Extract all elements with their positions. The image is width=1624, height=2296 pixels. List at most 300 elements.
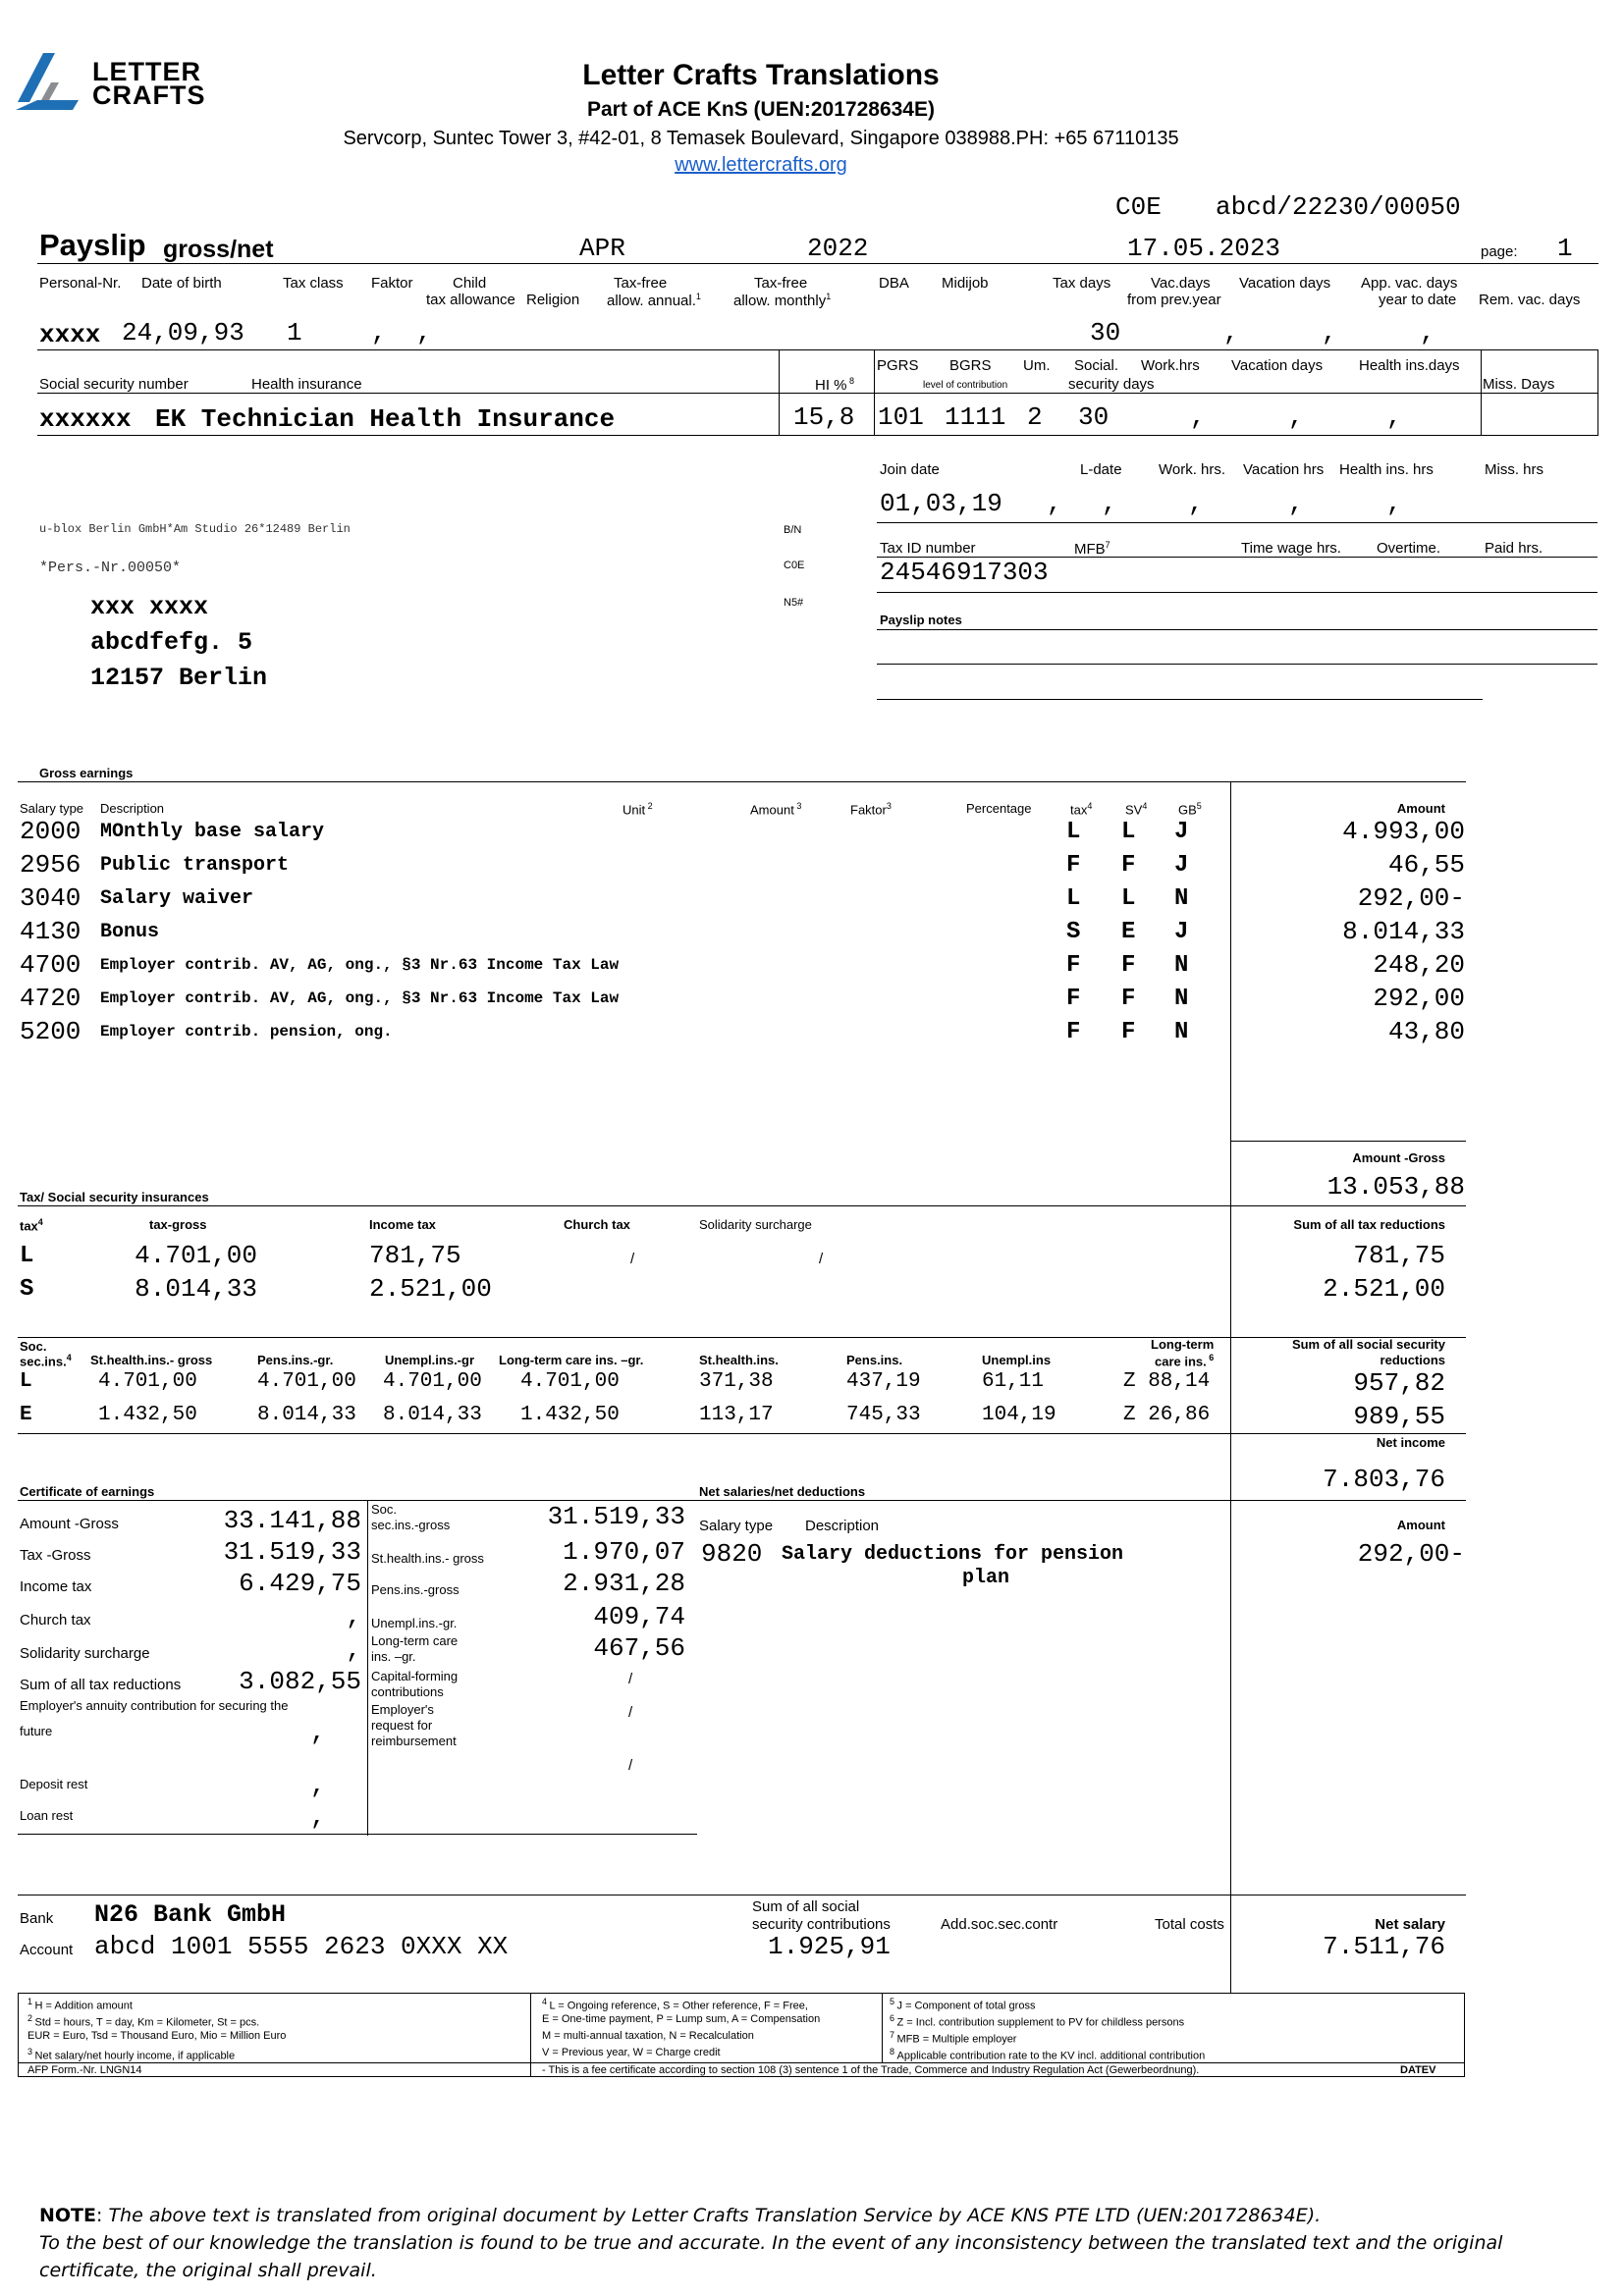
soc-row-code: L bbox=[20, 1370, 32, 1393]
header-description: Description bbox=[100, 801, 165, 816]
soc-row-health: 1.432,50 bbox=[98, 1404, 197, 1426]
net-code: 9820 bbox=[701, 1539, 763, 1569]
footnote-text: H = Addition amount bbox=[34, 2000, 133, 2012]
header-unit: Unit $^2$ bbox=[623, 801, 653, 818]
page-label: page: bbox=[1481, 243, 1518, 260]
datev-label: DATEV bbox=[1400, 2064, 1436, 2076]
annuity-label: Employer's annuity contribution for securing the bbox=[20, 1698, 289, 1713]
certificate-mid-value: 409,74 bbox=[593, 1602, 685, 1631]
header-amount: Amount $^3$ bbox=[750, 801, 802, 818]
employer-label3: reimbursement bbox=[371, 1734, 457, 1748]
label-miss-days: Miss. Days bbox=[1483, 376, 1555, 393]
gross-row-code: 4130 bbox=[20, 917, 81, 946]
deposit-value: , bbox=[310, 1771, 326, 1800]
soc-row-pensins: 437,19 bbox=[846, 1370, 921, 1393]
notes-line3 bbox=[877, 664, 1597, 665]
footnote-line bbox=[27, 2013, 259, 2029]
soc-row-ltc-ins: Z 26,86 bbox=[1123, 1404, 1211, 1426]
header-faktor: Faktor$^3$ bbox=[850, 801, 892, 818]
ref-number: abcd/22230/00050 bbox=[1216, 192, 1461, 222]
gross-row-code: 2956 bbox=[20, 850, 81, 880]
gross-row-gb: N bbox=[1174, 986, 1189, 1012]
note-label: NOTE bbox=[39, 2205, 96, 2226]
gross-row-code: 4700 bbox=[20, 950, 81, 980]
gross-row-sv: F bbox=[1121, 952, 1136, 979]
net-salary-value: 7.511,76 bbox=[1323, 1932, 1445, 1961]
gross-row-description: Salary waiver bbox=[100, 887, 254, 910]
company-address: Servcorp, Suntec Tower 3, #42-01, 8 Temasek Boulevard, Singapore 038988.PH: +65 67110135 bbox=[343, 128, 1179, 149]
capital-label: Capital-forming bbox=[371, 1669, 459, 1683]
account-number: abcd 1001 5555 2623 0XXX XX bbox=[94, 1932, 509, 1961]
gross-row-tax: F bbox=[1066, 852, 1081, 879]
website-link[interactable]: www.lettercrafts.org bbox=[675, 154, 847, 176]
footnote-line bbox=[27, 2030, 286, 2042]
footnote-line bbox=[890, 2030, 1016, 2046]
footnote-line bbox=[890, 1997, 1035, 2012]
soc-row-unins: 61,11 bbox=[982, 1370, 1045, 1393]
footnote-line bbox=[542, 2013, 820, 2025]
header-sv: $SV^4$ bbox=[1125, 801, 1148, 818]
soc-header-sum1: Sum of all social security bbox=[1291, 1337, 1445, 1352]
value-child: , bbox=[416, 318, 432, 347]
value-app-vac: , bbox=[1420, 318, 1435, 347]
gross-row-gb: J bbox=[1174, 852, 1189, 879]
label-vac-days: Vac.days bbox=[1151, 275, 1211, 292]
gross-row-gb: J bbox=[1174, 919, 1189, 945]
translation-note-line1: NOTE: The above text is translated from original document by Letter Crafts Translation Service by ACE KNS PTE LTD (UEN:201728634E). bbox=[39, 2205, 1322, 2226]
amount-column-divider bbox=[1230, 781, 1231, 1993]
footnote-line bbox=[890, 2013, 1184, 2029]
employer-value: / bbox=[628, 1704, 633, 1721]
tax-header-gross: tax-gross bbox=[149, 1217, 207, 1232]
form-number: AFP Form.-Nr. LNGN14 bbox=[27, 2064, 142, 2076]
deposit-label: Deposit rest bbox=[20, 1777, 88, 1791]
footnote-text: MFB = Multiple employer bbox=[896, 2033, 1017, 2046]
footnote-text: Net salary/net hourly income, if applicable bbox=[34, 2050, 236, 2062]
gross-row-amount: 46,55 bbox=[1387, 850, 1465, 880]
soc-header-soc1: Soc. bbox=[20, 1339, 47, 1354]
soc-row-health: 4.701,00 bbox=[98, 1370, 197, 1393]
footnote-number: 7 bbox=[890, 2030, 897, 2040]
footnote-div1 bbox=[530, 1993, 531, 2077]
net-amount-label: Amount bbox=[1396, 1518, 1445, 1532]
gross-total-label: Amount -Gross bbox=[1352, 1150, 1445, 1165]
value-pgrs: 101 bbox=[878, 402, 924, 432]
sender-line: u-blox Berlin GmbH*Am Studio 26*12489 Berlin bbox=[39, 522, 351, 536]
gross-row-amount: 248,20 bbox=[1373, 950, 1465, 980]
gross-row-sv: F bbox=[1121, 986, 1136, 1012]
recipient-name: xxx xxxx bbox=[90, 593, 209, 621]
taxid-underline bbox=[877, 592, 1597, 593]
value-vac-prev: , bbox=[1223, 318, 1239, 347]
label-vac-prev: from prev.year bbox=[1127, 292, 1221, 308]
label-tax-days: Tax days bbox=[1053, 275, 1111, 292]
certificate-label: Tax -Gross bbox=[20, 1547, 91, 1564]
footnote-text: Z = Incl. contribution supplement to PV for childless persons bbox=[896, 2016, 1185, 2029]
recipient-city: 12157 Berlin bbox=[90, 664, 268, 692]
label-vacation-hrs: Vacation hrs bbox=[1243, 461, 1325, 478]
label-miss-hrs: Miss. hrs bbox=[1485, 461, 1543, 478]
value-health-days: , bbox=[1386, 402, 1402, 432]
tax-section-line bbox=[18, 1205, 1466, 1206]
gross-row-tax: S bbox=[1066, 919, 1081, 945]
gross-row-code: 5200 bbox=[20, 1017, 81, 1046]
tax-row-church: / bbox=[630, 1251, 635, 1267]
employer-label2: request for bbox=[371, 1718, 433, 1733]
account-label: Account bbox=[20, 1942, 74, 1958]
loan-label: Loan rest bbox=[20, 1808, 74, 1823]
label-midijob: Midijob bbox=[942, 275, 989, 292]
payslip-date: 17.05.2023 bbox=[1127, 234, 1281, 263]
label-religion: Religion bbox=[526, 292, 580, 308]
footnote-line bbox=[27, 2047, 235, 2062]
label-work-hours: Work. hrs. bbox=[1159, 461, 1226, 478]
company-name: Letter Crafts Translations bbox=[582, 59, 940, 91]
footnote-line bbox=[27, 1997, 133, 2012]
soc-row-code: E bbox=[20, 1404, 32, 1426]
net-type-label: Salary type bbox=[699, 1518, 774, 1534]
certificate-label: Amount -Gross bbox=[20, 1516, 119, 1532]
tax-row-class: S bbox=[20, 1276, 34, 1303]
company-website bbox=[0, 154, 1522, 177]
annuity-value: , bbox=[310, 1718, 326, 1747]
footnote-line bbox=[542, 1997, 808, 2012]
label-taxfree-annual2: allow. annual.$^1$ bbox=[607, 292, 701, 309]
label-taxfree-monthly: Tax-free bbox=[754, 275, 808, 292]
footnote-text: EUR = Euro, Tsd = Thousand Euro, Mio = Million Euro bbox=[27, 2030, 287, 2042]
soc-row-sum: 957,82 bbox=[1353, 1368, 1445, 1398]
certificate-divider bbox=[367, 1500, 368, 1836]
gross-section-title: Gross earnings bbox=[39, 766, 134, 780]
soc-row-pens: 8.014,33 bbox=[257, 1404, 356, 1426]
certificate-value: 33.141,88 bbox=[223, 1506, 361, 1535]
label-ssn: Social security number bbox=[39, 376, 189, 393]
tax-row-gross: 8.014,33 bbox=[135, 1274, 257, 1304]
net-amount: 292,00- bbox=[1357, 1539, 1465, 1569]
value-vacation: , bbox=[1322, 318, 1337, 347]
certificate-mid-label: Pens.ins.-gross bbox=[371, 1582, 460, 1597]
net-desc-label: Description bbox=[805, 1518, 880, 1534]
value-vacation-hrs: , bbox=[1288, 489, 1304, 518]
gross-row-description: Public transport bbox=[100, 854, 290, 877]
gross-row-sv: L bbox=[1121, 885, 1136, 912]
value-dob: 24,09,93 bbox=[122, 318, 244, 347]
certificate-line bbox=[18, 1500, 1466, 1501]
certificate-mid-label2: sec.ins.-gross bbox=[371, 1518, 451, 1532]
label-child: Child bbox=[453, 275, 487, 292]
tax-header-sum: Sum of all tax reductions bbox=[1293, 1217, 1445, 1232]
label-vacation-days: Vacation days bbox=[1239, 275, 1331, 292]
code-coe: C0E bbox=[784, 560, 805, 571]
fee-certificate: - This is a fee certificate according to section 108 (3) sentence 1 of the Trade, Commerce and Industry Regulation Act (Gewerbeordnung). bbox=[542, 2064, 1200, 2076]
label-rem-vac: Rem. vac. days bbox=[1479, 292, 1581, 308]
value-vacation-days2: , bbox=[1288, 402, 1304, 432]
soc-header-pensins: Pens.ins. bbox=[846, 1353, 903, 1367]
label-tax-id: Tax ID number bbox=[880, 540, 976, 557]
value-health-ins: EK Technician Health Insurance bbox=[155, 404, 616, 434]
soc-row-ltc: 4.701,00 bbox=[520, 1370, 620, 1393]
value-social-days: 30 bbox=[1078, 402, 1110, 432]
gross-row-amount: 4.993,00 bbox=[1342, 817, 1465, 846]
recipient-street: abcdfefg. 5 bbox=[90, 628, 253, 657]
employer-label: Employer's bbox=[371, 1702, 434, 1717]
label-dob: Date of birth bbox=[141, 275, 222, 292]
ref-code: C0E bbox=[1115, 192, 1162, 222]
gross-row-description: Bonus bbox=[100, 921, 160, 943]
footnote-line bbox=[542, 2030, 754, 2042]
footnote-text: Applicable contribution rate to the KV incl. additional contribution bbox=[896, 2050, 1206, 2062]
pers-nr-line: *Pers.-Nr.00050* bbox=[39, 560, 182, 576]
soc-header-lt2: care ins. $^6$ bbox=[1155, 1353, 1215, 1369]
soc-header-pens: Pens.ins.-gr. bbox=[257, 1353, 334, 1367]
tax-header-tax: tax$^4$ bbox=[20, 1217, 43, 1234]
tax-row-sol: / bbox=[819, 1251, 824, 1267]
label-health-days: Health ins.days bbox=[1359, 357, 1460, 374]
label-bgrs: BGRS bbox=[949, 357, 992, 374]
certificate-value: 31.519,33 bbox=[223, 1537, 361, 1567]
soc-row-unempl: 8.014,33 bbox=[383, 1404, 482, 1426]
soc-header-soc2: sec.ins.$^4$ bbox=[20, 1353, 72, 1369]
certificate-title: Certificate of earnings bbox=[20, 1484, 155, 1499]
gross-row-sv: F bbox=[1121, 1019, 1136, 1045]
soc-header-unins: Unempl.ins bbox=[982, 1353, 1052, 1367]
header-percentage: Percentage bbox=[966, 801, 1032, 816]
value-work-hours: , bbox=[1188, 489, 1204, 518]
gross-row-amount: 292,00 bbox=[1373, 984, 1465, 1013]
gross-row-gb: J bbox=[1174, 819, 1189, 845]
certificate-label: Church tax bbox=[20, 1612, 91, 1629]
certificate-mid-value: 1.970,07 bbox=[563, 1537, 685, 1567]
gross-row-code: 3040 bbox=[20, 883, 81, 913]
label-paid-hrs: Paid hrs. bbox=[1485, 540, 1543, 557]
footnote-text: L = Ongoing reference, S = Other reference, F = Free, bbox=[549, 2000, 808, 2012]
gross-row-code: 2000 bbox=[20, 817, 81, 846]
label-taxfree-annual: Tax-free bbox=[614, 275, 668, 292]
label-vacation-days2: Vacation days bbox=[1231, 357, 1324, 374]
soc-row-unempl: 4.701,00 bbox=[383, 1370, 482, 1393]
label-um: Um. bbox=[1023, 357, 1051, 374]
bank-label: Bank bbox=[20, 1910, 54, 1927]
soc-header-ltc: Long-term care ins. –gr. bbox=[499, 1353, 644, 1367]
value-tax-class: 1 bbox=[287, 318, 302, 347]
net-salary-label: Net salary bbox=[1375, 1916, 1445, 1933]
gross-section-line bbox=[18, 781, 1466, 782]
tax-header-sol: Solidarity surcharge bbox=[699, 1217, 812, 1232]
gross-row-amount: 43,80 bbox=[1387, 1017, 1465, 1046]
title-underline bbox=[37, 263, 1598, 264]
net-desc2: plan bbox=[962, 1567, 1010, 1589]
notes-line4 bbox=[877, 699, 1483, 700]
social-box-bottom bbox=[37, 435, 1598, 436]
soc-row-ltc-ins: Z 88,14 bbox=[1123, 1370, 1211, 1393]
label-work-hrs: Work.hrs bbox=[1141, 357, 1200, 374]
gross-row-description: Employer contrib. pension, ong. bbox=[100, 1023, 393, 1041]
certificate-mid-label: St.health.ins.- gross bbox=[371, 1551, 484, 1566]
tax-section-title: Tax/ Social security insurances bbox=[20, 1190, 209, 1204]
value-faktor: , bbox=[371, 318, 387, 347]
value-join-date: 01,03,19 bbox=[880, 489, 1002, 518]
bank-topline bbox=[18, 1895, 1466, 1896]
value-ssn: xxxxxx bbox=[39, 404, 132, 434]
footnote-number: 1 bbox=[27, 1997, 35, 2006]
social-box-top bbox=[37, 349, 1598, 350]
soc-row-pens: 4.701,00 bbox=[257, 1370, 356, 1393]
tax-row-sum: 2.521,00 bbox=[1323, 1274, 1445, 1304]
payslip-notes-label: Payslip notes bbox=[880, 613, 962, 627]
label-app-vac: App. vac. days bbox=[1361, 275, 1458, 292]
value-join-c0: , bbox=[1047, 489, 1062, 518]
label-dba: DBA bbox=[879, 275, 909, 292]
tax-row-gross: 4.701,00 bbox=[135, 1241, 257, 1270]
gross-row-sv: E bbox=[1121, 919, 1136, 945]
label-app-vac2: year to date bbox=[1379, 292, 1457, 308]
gross-row-gb: N bbox=[1174, 885, 1189, 912]
tax-row-income: 2.521,00 bbox=[369, 1274, 492, 1304]
logo-line1: LETTER bbox=[92, 57, 201, 86]
soc-header-health: St.health.ins.- gross bbox=[90, 1353, 213, 1367]
notes-line1 bbox=[877, 629, 1597, 630]
value-hi: 15,8 bbox=[793, 402, 855, 432]
certificate-value: 6.429,75 bbox=[239, 1569, 361, 1598]
total-costs-label: Total costs bbox=[1155, 1916, 1224, 1933]
label-health-ins: Health insurance bbox=[251, 376, 362, 393]
label-tax-class: Tax class bbox=[283, 275, 344, 292]
gross-row-tax: F bbox=[1066, 1019, 1081, 1045]
gross-total-line bbox=[1230, 1141, 1466, 1142]
footnote-number: 5 bbox=[890, 1997, 897, 2006]
gross-row-sv: F bbox=[1121, 852, 1136, 879]
label-child-allowance: tax allowance bbox=[426, 292, 515, 308]
net-deductions-title: Net salaries/net deductions bbox=[699, 1484, 866, 1499]
translation-note-line3: certificate, the original shall prevail. bbox=[39, 2260, 377, 2281]
certificate-mid-value: 467,56 bbox=[593, 1633, 685, 1663]
gross-row-sv: L bbox=[1121, 819, 1136, 845]
label-social2: security days bbox=[1068, 376, 1155, 393]
certificate-label: Sum of all tax reductions bbox=[20, 1677, 182, 1693]
gross-row-code: 4720 bbox=[20, 984, 81, 1013]
logo-line2: CRAFTS bbox=[92, 80, 206, 110]
label-health-hrs: Health ins. hrs bbox=[1339, 461, 1434, 478]
capital-label2: contributions bbox=[371, 1684, 444, 1699]
code-bn: B/N bbox=[784, 524, 802, 536]
header-amount-col: Amount bbox=[1396, 801, 1445, 816]
soc-header-lt1: Long-term bbox=[1151, 1337, 1215, 1352]
footnote-text: E = One-time payment, P = Lump sum, A = Compensation bbox=[542, 2013, 821, 2025]
label-taxfree-monthly2: allow. monthly$^1$ bbox=[733, 292, 832, 309]
footnote-text: J = Component of total gross bbox=[896, 2000, 1036, 2012]
bank-name: N26 Bank GmbH bbox=[94, 1900, 287, 1929]
certificate-value: , bbox=[346, 1602, 361, 1631]
gross-row-tax: F bbox=[1066, 986, 1081, 1012]
soc-header-unempl: Unempl.ins.-gr bbox=[385, 1353, 475, 1367]
net-income-label: Net income bbox=[1376, 1435, 1445, 1450]
translation-note-line2: To the best of our knowledge the translation is found to be true and accurate. In the event of any inconsistency between the translated text and the original bbox=[39, 2232, 1503, 2254]
label-time-wage: Time wage hrs. bbox=[1241, 540, 1341, 557]
soc-row-unins: 104,19 bbox=[982, 1404, 1056, 1426]
value-bgrs: 1111 bbox=[945, 402, 1006, 432]
tax-row-income: 781,75 bbox=[369, 1241, 461, 1270]
soc-header-sum2: reductions bbox=[1380, 1353, 1445, 1367]
tax-header-church: Church tax bbox=[564, 1217, 630, 1232]
sum-soc-label2: security contributions bbox=[752, 1916, 891, 1933]
value-health-hrs: , bbox=[1386, 489, 1402, 518]
capital-value: / bbox=[628, 1671, 633, 1687]
footnote-number: 6 bbox=[890, 2013, 897, 2023]
soc-row-pensins: 745,33 bbox=[846, 1404, 921, 1426]
loan-value: , bbox=[310, 1802, 326, 1832]
gross-row-tax: F bbox=[1066, 952, 1081, 979]
certificate-value: 3.082,55 bbox=[239, 1667, 361, 1696]
gross-row-description: Employer contrib. AV, AG, ong., §3 Nr.63 Income Tax Law bbox=[100, 989, 620, 1007]
certificate-mid-value: 2.931,28 bbox=[563, 1569, 685, 1598]
payslip-title: Payslip bbox=[39, 228, 146, 262]
certificate-value: , bbox=[346, 1635, 361, 1665]
add-soc-label: Add.soc.sec.contr bbox=[941, 1916, 1058, 1933]
gross-row-tax: L bbox=[1066, 819, 1081, 845]
join-underline bbox=[877, 522, 1597, 523]
footnote-div2 bbox=[882, 1993, 883, 2063]
value-work-hrs: , bbox=[1190, 402, 1206, 432]
payslip-month: APR bbox=[579, 234, 625, 263]
gross-row-amount: 292,00- bbox=[1357, 883, 1465, 913]
label-hi: HI % $^8$ bbox=[815, 376, 855, 394]
header-tax: tax$^4$ bbox=[1070, 801, 1093, 818]
note-text1: The above text is translated from original document by Letter Crafts Translation Service by ACE KNS PTE LTD (UEN:201728634E). bbox=[108, 2205, 1322, 2226]
label-join-date: Join date bbox=[880, 461, 940, 478]
header-salary-type: Salary type bbox=[20, 801, 84, 816]
label-mfb: MFB$^7$ bbox=[1074, 540, 1110, 558]
net-desc: Salary deductions for pension bbox=[782, 1543, 1124, 1566]
sum-soc-label: Sum of all social bbox=[752, 1898, 860, 1915]
certificate-label: Income tax bbox=[20, 1578, 92, 1595]
payslip-subtitle: gross/net bbox=[163, 236, 274, 263]
header-gb: $GB^5$ bbox=[1178, 801, 1202, 818]
certificate-label: Solidarity surcharge bbox=[20, 1645, 150, 1662]
label-faktor: Faktor bbox=[371, 275, 413, 292]
certificate-mid-label: Long-term care bbox=[371, 1633, 459, 1648]
code-n5: N5# bbox=[784, 597, 804, 609]
label-overtime: Overtime. bbox=[1377, 540, 1441, 557]
value-pers-nr: xxxx bbox=[39, 320, 101, 349]
footnote-line bbox=[890, 2047, 1205, 2062]
extra-value: / bbox=[628, 1757, 633, 1774]
label-social: Social. bbox=[1074, 357, 1119, 374]
net-income-value: 7.803,76 bbox=[1323, 1465, 1445, 1494]
annuity-label2: future bbox=[20, 1724, 53, 1738]
page-number: 1 bbox=[1557, 234, 1573, 263]
certificate-mid-label: Unempl.ins.-gr. bbox=[371, 1616, 458, 1630]
certificate-bottom bbox=[18, 1834, 697, 1835]
footnote-number: 2 bbox=[27, 2013, 35, 2023]
soc-row-sum: 989,55 bbox=[1353, 1402, 1445, 1431]
gross-row-description: MOnthly base salary bbox=[100, 821, 325, 843]
footnote-hline bbox=[18, 2062, 1465, 2063]
gross-total-value: 13.053,88 bbox=[1326, 1172, 1465, 1201]
soc-bottom-line bbox=[18, 1433, 1466, 1434]
gross-row-tax: L bbox=[1066, 885, 1081, 912]
tax-header-income: Income tax bbox=[369, 1217, 436, 1232]
gross-row-gb: N bbox=[1174, 952, 1189, 979]
footnote-line bbox=[542, 2047, 721, 2058]
label-l-date: L-date bbox=[1080, 461, 1122, 478]
payslip-year: 2022 bbox=[807, 234, 869, 263]
soc-row-sth: 113,17 bbox=[699, 1404, 774, 1426]
gross-row-amount: 8.014,33 bbox=[1342, 917, 1465, 946]
gross-row-gb: N bbox=[1174, 1019, 1189, 1045]
certificate-mid-label2: ins. –gr. bbox=[371, 1649, 416, 1664]
value-um: 2 bbox=[1027, 402, 1043, 432]
footnote-text: Std = hours, T = day, Km = Kilometer, St = pcs. bbox=[34, 2016, 260, 2029]
